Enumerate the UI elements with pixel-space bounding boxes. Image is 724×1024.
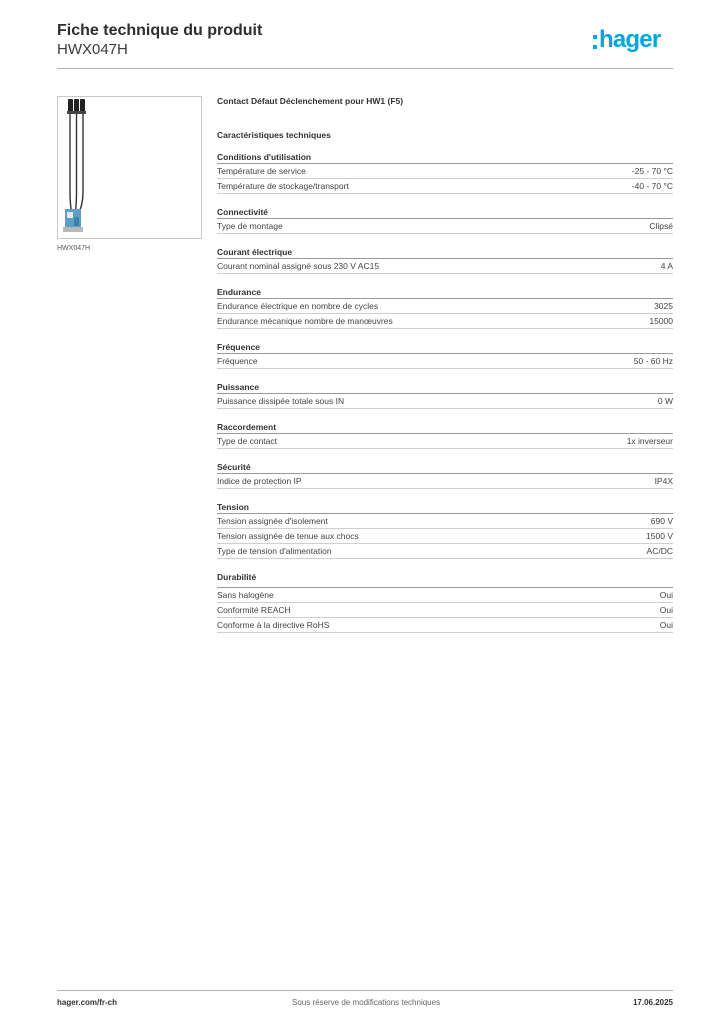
footer-website: hager.com/fr-ch <box>57 998 118 1007</box>
section-title: Connectivité <box>217 206 673 219</box>
spec-row <box>217 259 673 274</box>
product-reference: HWX047H <box>57 41 128 58</box>
spec-value: 690 V <box>650 516 673 526</box>
spec-label: Sans halogène <box>217 590 274 600</box>
spec-label: Type de montage <box>217 221 283 231</box>
spec-label: Type de contact <box>217 436 278 446</box>
specifications <box>217 96 673 633</box>
spec-row <box>217 588 673 603</box>
spec-section <box>217 461 673 489</box>
section-title: Raccordement <box>217 421 673 434</box>
product-name: Contact Défaut Déclenchement pour HW1 (F5) <box>217 96 404 106</box>
footer-date: 17.06.2025 <box>632 998 673 1007</box>
spec-section <box>217 421 673 449</box>
spec-section <box>217 501 673 559</box>
spec-section <box>217 151 673 194</box>
section-title: Courant électrique <box>217 246 673 259</box>
spec-value: 50 - 60 Hz <box>633 356 673 366</box>
spec-label: Conformité REACH <box>217 605 291 615</box>
spec-label: Tension assignée de tenue aux chocs <box>217 531 359 541</box>
footer-divider <box>57 990 673 991</box>
spec-row <box>217 603 673 618</box>
section-title: Durabilité <box>217 572 257 582</box>
page-header <box>57 22 262 59</box>
spec-value: -40 - 70 °C <box>631 181 673 191</box>
spec-value: 1500 V <box>646 531 673 541</box>
spec-row <box>217 394 673 409</box>
spec-section <box>217 341 673 369</box>
spec-rows <box>217 219 673 234</box>
spec-row <box>217 514 673 529</box>
spec-row <box>217 529 673 544</box>
spec-label: Fréquence <box>217 356 258 366</box>
spec-row <box>217 544 673 559</box>
hager-logo <box>593 27 675 57</box>
spec-section <box>217 571 673 633</box>
spec-rows <box>217 259 673 274</box>
logo-wordmark: hager <box>599 26 661 53</box>
spec-label: Température de stockage/transport <box>217 181 349 191</box>
header-divider <box>57 68 673 69</box>
spec-label: Indice de protection IP <box>217 476 302 486</box>
spec-value: 0 W <box>657 396 673 406</box>
specs-heading: Caractéristiques techniques <box>217 130 331 140</box>
spec-section <box>217 381 673 409</box>
spec-rows <box>217 299 673 329</box>
spec-label: Température de service <box>217 166 306 176</box>
section-title: Tension <box>217 501 673 514</box>
auxiliary-contact-icon <box>58 97 201 238</box>
spec-row <box>217 474 673 489</box>
section-title: Endurance <box>217 286 673 299</box>
spec-rows <box>217 587 673 633</box>
spec-row <box>217 434 673 449</box>
spec-label: Courant nominal assigné sous 230 V AC15 <box>217 261 380 271</box>
spec-label: Conforme à la directive RoHS <box>217 620 330 630</box>
spec-row <box>217 354 673 369</box>
section-title: Fréquence <box>217 341 673 354</box>
footer-disclaimer: Sous réserve de modifications techniques <box>292 998 441 1007</box>
spec-value: Oui <box>659 605 673 615</box>
spec-rows <box>217 354 673 369</box>
spec-rows <box>217 394 673 409</box>
spec-rows <box>217 514 673 559</box>
spec-value: AC/DC <box>646 546 673 556</box>
spec-label: Tension assignée d'isolement <box>217 516 328 526</box>
spec-row <box>217 314 673 329</box>
spec-section <box>217 286 673 329</box>
product-image-caption: HWX047H <box>57 245 91 252</box>
section-title: Puissance <box>217 381 673 394</box>
spec-label: Puissance dissipée totale sous IN <box>217 396 345 406</box>
spec-value: IP4X <box>654 476 673 486</box>
spec-value: 4 A <box>660 261 673 271</box>
spec-row <box>217 179 673 194</box>
spec-label: Endurance mécanique nombre de manœuvres <box>217 316 393 326</box>
section-title: Conditions d'utilisation <box>217 151 673 164</box>
spec-label: Type de tension d'alimentation <box>217 546 332 556</box>
spec-value: 15000 <box>649 316 673 326</box>
spec-row <box>217 618 673 633</box>
section-title: Sécurité <box>217 461 673 474</box>
spec-sections <box>217 151 673 633</box>
spec-rows <box>217 434 673 449</box>
spec-value: Oui <box>659 620 673 630</box>
document-title: Fiche technique du produit <box>57 22 263 39</box>
spec-rows <box>217 164 673 194</box>
spec-label: Endurance électrique en nombre de cycles <box>217 301 379 311</box>
spec-value: 1x inverseur <box>626 436 673 446</box>
spec-value: Clipsé <box>649 221 673 231</box>
spec-row <box>217 219 673 234</box>
spec-row <box>217 164 673 179</box>
spec-row <box>217 299 673 314</box>
spec-value: -25 - 70 °C <box>631 166 673 176</box>
spec-value: 3025 <box>654 301 673 311</box>
spec-value: Oui <box>659 590 673 600</box>
logo-dots-icon <box>593 35 597 49</box>
spec-section <box>217 206 673 234</box>
spec-section <box>217 246 673 274</box>
spec-rows <box>217 474 673 489</box>
product-image <box>57 96 202 239</box>
